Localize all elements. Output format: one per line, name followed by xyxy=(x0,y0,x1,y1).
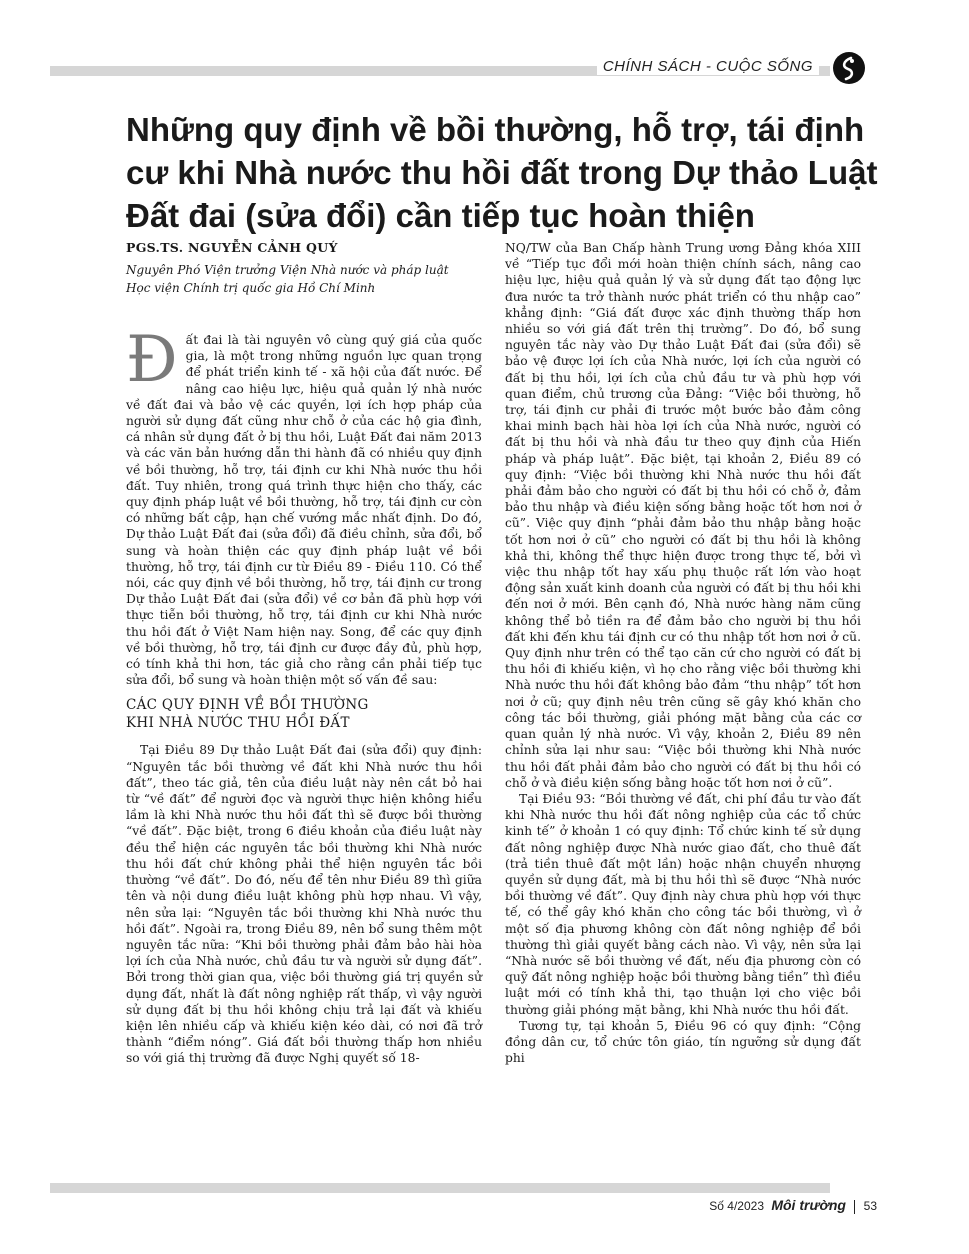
magazine-swirl-logo-icon xyxy=(833,52,865,84)
magazine-name: Môi trường xyxy=(771,1197,846,1213)
section-heading-line-1: CÁC QUY ĐỊNH VỀ BỒI THƯỜNG xyxy=(126,697,369,714)
bottom-rule xyxy=(50,1183,830,1193)
author-name: PGS.TS. NGUYỄN CẢNH QUÝ xyxy=(126,240,338,255)
author-affiliation-1: Nguyên Phó Viện trưởng Viện Nhà nước và pháp luật xyxy=(126,263,449,277)
dropcap: Đ xyxy=(126,323,178,397)
article-title: Những quy định về bồi thường, hỗ trợ, tái định cư khi Nhà nước thu hồi đất trong Dự thảo Luật Đất đai (sửa đổi) cần tiếp tục hoàn thiện xyxy=(126,111,878,234)
right-column xyxy=(505,240,861,1066)
footer-divider xyxy=(854,1200,855,1214)
paragraph-article-96: Tương tự, tại khoản 5, Điều 96 có quy định: “Cộng đồng dân cư, tổ chức tôn giáo, tín ngưỡng sử dụng đất phi xyxy=(505,1018,861,1066)
intro-text: ất đai là tài nguyên vô cùng quý giá của quốc gia, là một trong những nguồn lực quan trọng để phát triển kinh tế - xã hội của đất nước. Để nâng cao hiệu lực, hiệu quả quản lý nhà nước về đất đai và bảo vệ các quyền, lợi ích hợp pháp của người sử dụng đất cũng như chỗ ở của các hộ gia đình, cá nhân sử dụng đất ở bị thu hồi, Luật Đất đai năm 2013 và các văn bản hướng dẫn thi hành đã có nhiều quy định về bồi thường, hỗ trợ, tái định cư khi Nhà nước thu hồi đất. Tuy nhiên, trong quá trình thực hiện cho thấy, các quy định pháp luật về bồi thường, hỗ trợ, tái định cư còn có những bất cập, hạn chế vướng mắc nhất định. Do đó, Dự thảo Luật Đất đai (sửa đổi) đã điều chỉnh, sửa đổi, bổ sung và hoàn thiện các quy định pháp luật về bồi thường, hỗ trợ, tái định cư từ Điều 89 - Điều 110. Có thể nói, các quy định về bồi thường, hỗ trợ, tái định cư trong Dự thảo Luật Đất đai (sửa đổi) về cơ bản đã phù hợp với thực tiễn bồi thường, hỗ trợ, tái định cư khi Nhà nước thu hồi đất ở Việt Nam hiện nay. Song, để các quy định về bồi thường, hỗ trợ, tái định cư được đầy đủ, phù hợp, có tính khả thi hơn, tác giả cho rằng cần phải tiếp tục sửa đổi, bổ sung và hoàn thiện một số vấn đề sau: xyxy=(126,333,482,688)
swirl-icon xyxy=(833,52,865,84)
issue-number: Số 4/2023 xyxy=(709,1199,764,1213)
left-column xyxy=(126,323,482,1067)
author-affiliation-2: Học viện Chính trị quốc gia Hồ Chí Minh xyxy=(126,281,376,295)
paragraph-article-89: Tại Điều 89 Dự thảo Luật Đất đai (sửa đổi) quy định: “Nguyên tắc bồi thường về đất khi Nhà nước thu hồi đất”, theo tác giả, tên của điều luật này nên cắt bỏ hai từ “về đất” để người đọc và người thực hiện không hiểu lầm là khi Nhà nước thu hồi đất thì sẽ được bồi thường “về đất”. Đặc biệt, trong 6 điều khoản của điều luật này đều thể hiện các nguyên tắc bồi thường khi Nhà nước thu hồi đất chứ không phải thể hiện nguyên tắc bồi thường “về đất”. Do đó, nếu để tên như Điều 89 thì giữa tên và nội dung điều luật không phù hợp nhau. Vì vậy, nên sửa lại: “Nguyên tắc bồi thường khi Nhà nước thu hồi đất”. Ngoài ra, trong Điều 89, nên bổ sung thêm một nguyên tắc nữa: “Khi bồi thường phải đảm bảo hài hòa lợi ích của Nhà nước, chủ đầu tư và người sử dụng đất”. Bởi trong thời gian qua, việc bồi thường giá trị quyền sử dụng đất, nhất là đất nông nghiệp rất thấp, vì vậy người sử dụng đất bị thu hồi không chịu trả lại đất và khiếu kiện lên nhiều cấp và khiếu kiện kéo dài, có nơi đã trở thành “điểm nóng”. Giá đất bồi thường thấp hơn nhiều so với giá thị trường đã được Nghị quyết số 18- xyxy=(126,743,482,1066)
paragraph-article-93: Tại Điều 93: “Bồi thường về đất, chi phí đầu tư vào đất khi Nhà nước thu hồi đất nông nghiệp của các tổ chức kinh tế” ở khoản 1 có quy định: Tổ chức kinh tế sử dụng đất nông nghiệp được Nhà nước giao đất, cho thuê đất (trả tiền thuê đất một lần) hoặc nhận chuyển nhượng quyền sử dụng đất, mà bị thu hồi thì sẽ được “Nhà nước bồi thường về đất”. Quy định này chưa phù hợp với thực tế, có thể gây khó khăn cho công tác bồi thường, vì ở một số địa phương không còn đất nông nghiệp để bồi thường thì giải quyết bằng cách nào. Vì vậy, nên sửa lại “Nhà nước sẽ bồi thường về đất, nếu địa phương còn có quỹ đất nông nghiệp hoặc bồi thường bằng tiền” thì điều luật mới có tính khả thi, tạo thuận lợi cho việc bồi thường giải phóng mặt bằng, khi Nhà nước thu hồi đất. xyxy=(505,791,861,1017)
page-footer xyxy=(709,1197,877,1214)
page-number: 53 xyxy=(863,1199,877,1213)
section-label: CHÍNH SÁCH - CUỘC SỐNG xyxy=(597,58,819,75)
section-heading xyxy=(126,696,482,732)
section-heading-line-2: KHI NHÀ NƯỚC THU HỒI ĐẤT xyxy=(126,715,350,732)
author-block xyxy=(126,240,486,297)
intro-paragraph xyxy=(126,323,482,688)
paragraph-continued: NQ/TW của Ban Chấp hành Trung ương Đảng khóa XIII về “Tiếp tục đổi mới hoàn thiện chính sách, nâng cao hiệu lực, hiệu quả quản lý và sử dụng đất tạo động lực đưa nước ta trở thành nước phát triển có thu nhập cao” khẳng định: “Giá đất được xác định thường thấp hơn nhiều so với giá đất trên thị trường”. Do đó, bổ sung nguyên tắc này vào Dự thảo Luật Đất đai (sửa đổi) sẽ bảo vệ được lợi ích của Nhà nước, lợi ích của người có đất bị thu hồi, lợi ích của chủ đầu tư và phù hợp với quan điểm, chủ trương của Đảng: “Việc bồi thường, hỗ trợ, tái định cư phải đi trước một bước bảo đảm công khai minh bạch hài hòa lợi ích của Nhà nước, người có đất bị thu hồi và nhà đầu tư theo quy định của Hiến pháp và pháp luật”. Đặc biệt, tại khoản 2, Điều 89 có quy định: “Việc bồi thường khi Nhà nước thu hồi đất phải đảm bảo cho người có đất bị thu hồi có chỗ ở, đảm bảo thu nhập và điều kiện sống bằng hoặc tốt hơn nơi ở cũ”. Việc quy định “phải đảm bảo thu nhập bằng hoặc tốt hơn nơi ở cũ” cho người có đất bị thu hồi là không khả thi, không thể thực hiện được trong thực tế, bởi vì việc thu nhập tốt hay xấu phụ thuộc rất lớn vào hoạt động sản xuất kinh doanh của người có đất bị thu hồi khi đến nơi ở mới. Bên cạnh đó, Nhà nước hàng năm cũng không thể bỏ tiền ra để đảm bảo cho người bị thu hồi đất khi đến khu tái định cư có thu nhập tốt hơn nơi ở cũ. Quy định như trên có thể tạo căn cứ cho người có đất bị thu hồi đi khiếu kiện, vì họ cho rằng việc bồi thường khi Nhà nước thu hồi đất không bảo đảm “thu nhập” tốt hơn nơi ở cũ; quy định nêu trên cũng sẽ gây khó khăn cho công tác bồi thường, giải phóng mặt bằng của các cơ quan quản lý nhà nước. Vì vậy, khoản 2, Điều 89 nên chỉnh sửa lại như sau: “Việc bồi thường khi Nhà nước thu hồi đất phải đảm bảo cho người có đất bị thu hồi có chỗ ở và điều kiện sống bằng hoặc tốt hơn nơi ở cũ”. xyxy=(505,241,861,790)
